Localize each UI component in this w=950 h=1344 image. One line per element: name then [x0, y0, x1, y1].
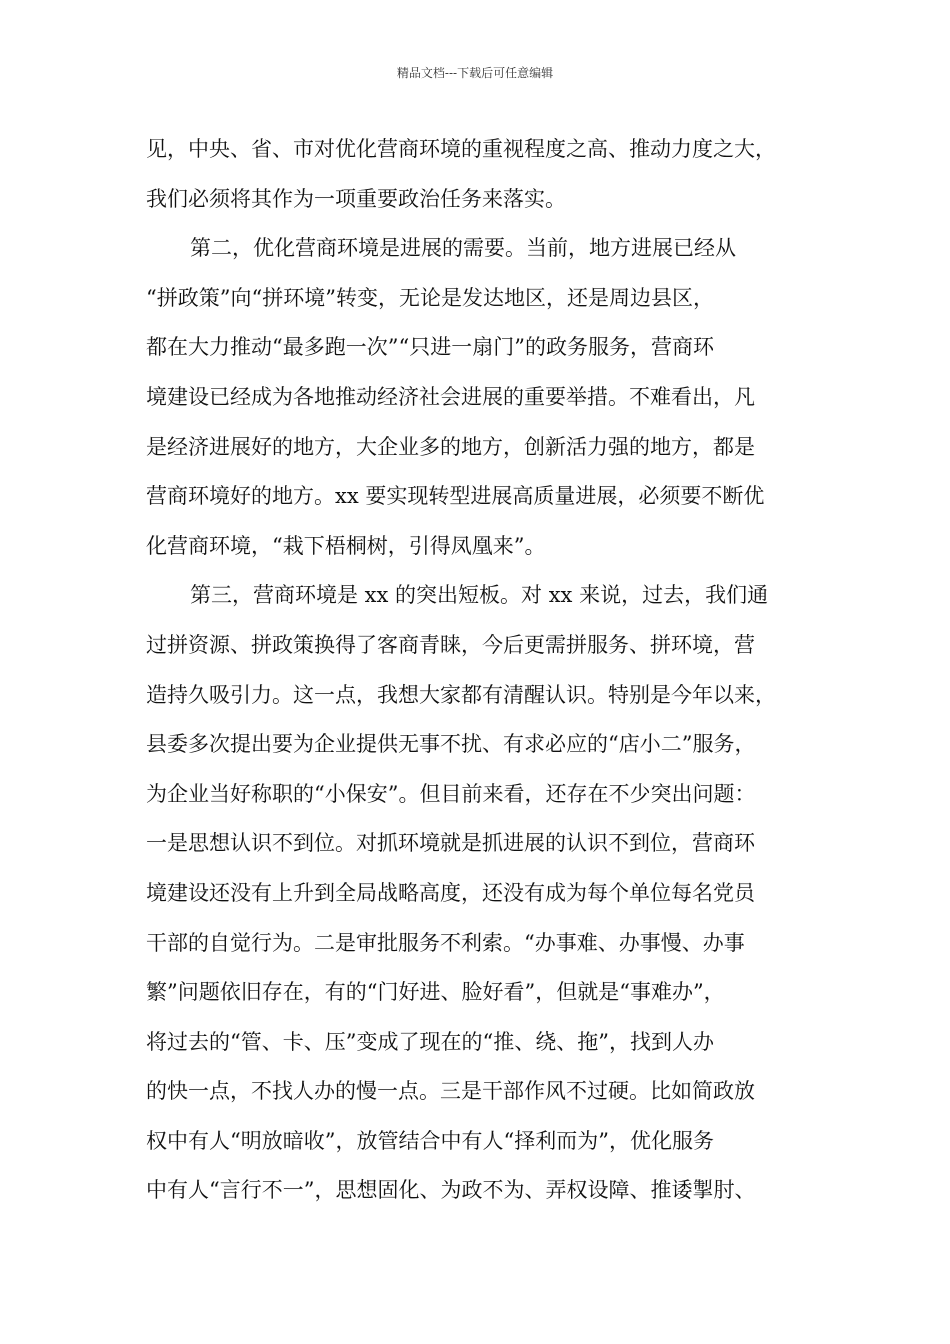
text-line: 干部的自觉行为。二是审批服务不利索。“办事难、办事慢、办事 [146, 930, 745, 955]
text-line: 将过去的“管、卡、压”变成了现在的“推、绕、拖”，找到人办 [146, 1029, 714, 1054]
text-line: 的快一点，不找人办的慢一点。三是干部作风不过硬。比如简政放 [146, 1079, 755, 1104]
text-line: 境建设还没有上升到全局战略高度，还没有成为每个单位每名党员 [146, 880, 755, 905]
document-body [146, 129, 826, 1220]
text-line: 权中有人“明放暗收”，放管结合中有人“择利而为”，优化服务 [146, 1128, 714, 1153]
page-header: 精品文档---下载后可任意编辑 [396, 66, 554, 80]
text-line: 见，中央、省、市对优化营商环境的重视程度之高、推动力度之大， [146, 137, 776, 161]
text-line: 一是思想认识不到位。对抓环境就是抓进展的认识不到位，营商环 [146, 831, 755, 856]
text-line: 造持久吸引力。这一点，我想大家都有清醒认识。特别是今年以来， [146, 682, 776, 707]
text-line: “拼政策”向“拼环境”转变，无论是发达地区，还是周边县区， [146, 285, 714, 310]
text-line: 化营商环境，“栽下梧桐树，引得凤凰来”。 [146, 533, 546, 558]
text-line: 县委多次提出要为企业提供无事不扰、有求必应的“店小二”服务， [146, 732, 756, 757]
text-line: 过拼资源、拼政策换得了客商青睐，今后更需拼服务、拼环境，营 [146, 632, 755, 657]
text-line: 我们必须将其作为一项重要政治任务来落实。 [146, 186, 566, 211]
text-line: 都在大力推动“最多跑一次”“只进一扇门”的政务服务，营商环 [146, 335, 714, 360]
text-line: 是经济进展好的地方，大企业多的地方，创新活力强的地方，都是 [146, 434, 755, 459]
text-line: 第三，营商环境是 xx 的突出短板。对 xx 来说，过去，我们通 [190, 583, 769, 608]
text-line: 中有人“言行不一”，思想固化、为政不为、弄权设障、推诿掣肘、 [146, 1178, 756, 1203]
text-line: 营商环境好的地方。xx 要实现转型进展高质量进展，必须要不断优 [146, 484, 765, 509]
text-line: 境建设已经成为各地推动经济社会进展的重要举措。不难看出，凡 [146, 384, 755, 409]
text-line: 繁”问题依旧存在，有的“门好进、脸好看”，但就是“事难办”， [146, 980, 725, 1005]
text-line: 第二，优化营商环境是进展的需要。当前，地方进展已经从 [190, 236, 736, 261]
text-line: 为企业当好称职的“小保安”。但目前来看，还存在不少突出问题： [146, 781, 756, 806]
